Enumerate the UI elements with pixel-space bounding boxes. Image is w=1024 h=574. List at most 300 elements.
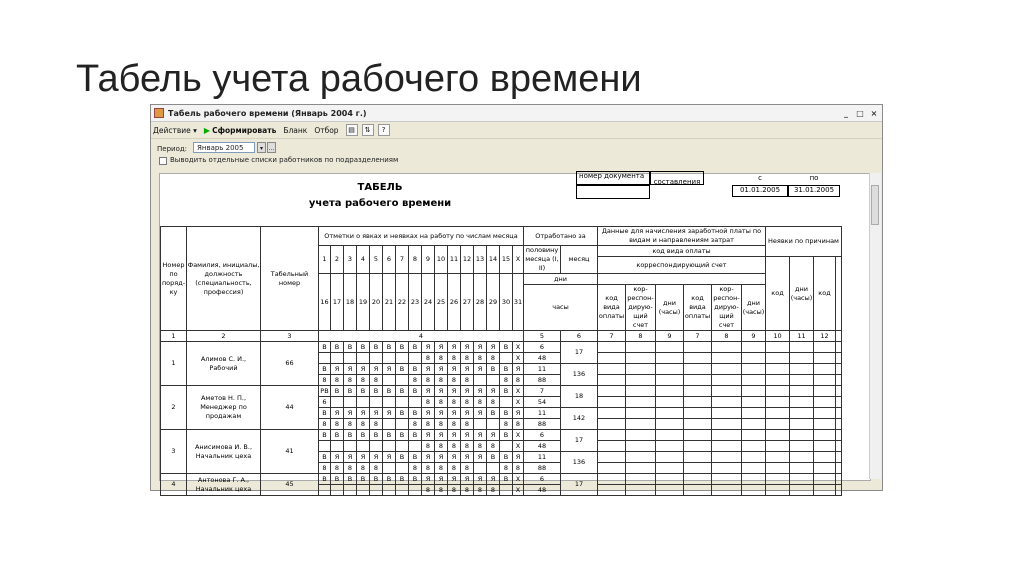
payroll-cell (742, 386, 766, 397)
mark-cell: Я (422, 364, 435, 375)
mark-cell: Я (435, 364, 448, 375)
payroll-cell (836, 474, 842, 485)
department-lists-checkbox[interactable] (159, 157, 167, 165)
payroll-cell (712, 463, 742, 474)
abs-sub-header: код (766, 257, 790, 331)
mark-cell: РВ (320, 386, 329, 395)
col-number: 6 (561, 331, 598, 342)
mark-cell: Я (461, 342, 474, 353)
payroll-cell (598, 463, 626, 474)
mark-cell: 8 (461, 419, 474, 430)
header-row (161, 227, 842, 246)
mark-cell (500, 441, 513, 452)
mark-cell (396, 441, 409, 452)
payroll-cell (656, 474, 684, 485)
mark-cell: 8 (487, 353, 500, 364)
day-header: 8 (409, 246, 422, 274)
report-subtitle: учета рабочего времени (308, 198, 452, 209)
day-header: 23 (409, 274, 422, 331)
play-icon: ▶ (203, 125, 211, 135)
mark-cell: В (500, 364, 513, 375)
payroll-cell (766, 375, 790, 386)
toolbar (151, 122, 882, 139)
mark-cell: 8 (422, 375, 435, 386)
half-month-value: 6 (524, 474, 561, 485)
mark-cell (370, 353, 383, 364)
half-month-value: 11 (524, 452, 561, 463)
mark-cell: 8 (448, 463, 461, 474)
payroll-cell (790, 474, 814, 485)
day-header: X (513, 246, 524, 274)
half-month-value: 11 (524, 408, 561, 419)
close-button[interactable]: × (870, 108, 878, 118)
payroll-cell (684, 441, 712, 452)
period-choose-button[interactable]: … (267, 142, 276, 153)
mark-cell: Я (435, 474, 448, 485)
payroll-cell (712, 430, 742, 441)
payroll-cell (626, 485, 656, 496)
mark-cell: Я (331, 364, 344, 375)
day-header: 18 (344, 274, 357, 331)
half-month-value: 88 (524, 375, 561, 386)
col-number (836, 331, 842, 342)
mark-cell: 8 (409, 419, 422, 430)
payroll-cell (712, 452, 742, 463)
payroll-cell (836, 485, 842, 496)
mark-cell (474, 375, 487, 386)
mark-cell: 8 (435, 397, 448, 408)
mark-cell: В (383, 430, 396, 441)
header-pay-code: код вида оплаты (598, 246, 766, 257)
day-header: 19 (357, 274, 370, 331)
payroll-cell (684, 364, 712, 375)
payroll-cell (684, 419, 712, 430)
mark-cell (487, 463, 500, 474)
payroll-cell (836, 452, 842, 463)
mark-cell: X (513, 342, 524, 353)
col-number: 10 (766, 331, 790, 342)
mark-cell: 8 (461, 353, 474, 364)
mark-cell: В (357, 342, 370, 353)
mark-cell: В (370, 430, 383, 441)
mark-cell (344, 397, 357, 408)
mark-cell: В (370, 386, 383, 397)
mark-cell: 8 (448, 353, 461, 364)
mark-cell: В (344, 342, 357, 353)
mark-cell: В (319, 474, 331, 485)
mark-cell (370, 485, 383, 496)
department-lists-label: Выводить отдельные списки работников по подразделениям (170, 156, 399, 164)
mark-cell: 8 (513, 463, 524, 474)
print-icon[interactable]: ▤ (346, 124, 358, 136)
day-header: 9 (422, 246, 435, 274)
mark-cell: Я (461, 386, 474, 397)
payroll-cell (712, 375, 742, 386)
mark-cell: 8 (370, 463, 383, 474)
header-name: Фамилия, инициалы, должность (специальность, профессия) (187, 227, 261, 331)
select-button[interactable]: Отбор (314, 125, 339, 135)
mark-cell: 8 (435, 375, 448, 386)
payroll-cell (836, 397, 842, 408)
vertical-scrollbar[interactable] (869, 173, 881, 479)
mark-cell: 8 (448, 375, 461, 386)
payroll-cell (712, 474, 742, 485)
day-header: 6 (383, 246, 396, 274)
mark-cell: Я (357, 364, 370, 375)
action-menu[interactable]: Действие ▾ (153, 125, 197, 135)
payroll-cell (790, 386, 814, 397)
mark-cell (319, 485, 331, 496)
minimize-button[interactable]: _ (844, 108, 848, 118)
payroll-cell (814, 485, 836, 496)
payroll-cell (598, 441, 626, 452)
mark-cell: 8 (474, 441, 487, 452)
mark-cell: Я (513, 452, 524, 463)
mark-cell: Я (487, 342, 500, 353)
payroll-cell (684, 342, 712, 353)
mark-cell: В (409, 452, 422, 463)
mark-cell: В (487, 364, 500, 375)
day-header: 26 (448, 274, 461, 331)
doc-number-value (576, 185, 650, 199)
mark-cell: В (500, 386, 513, 397)
payroll-cell (656, 364, 684, 375)
mark-cell: 8 (474, 485, 487, 496)
mark-cell (487, 419, 500, 430)
mark-cell: В (383, 474, 396, 485)
scrollbar-thumb[interactable] (871, 185, 879, 225)
mark-cell: Я (474, 452, 487, 463)
day-header: 1 (319, 246, 331, 274)
payroll-cell (598, 408, 626, 419)
month-value: 18 (561, 386, 598, 408)
mark-cell (500, 353, 513, 364)
mark-cell (383, 397, 396, 408)
mark-cell: 8 (331, 419, 344, 430)
mark-cell: Я (422, 408, 435, 419)
payroll-cell (742, 452, 766, 463)
mark-cell: 8 (474, 353, 487, 364)
payroll-cell (684, 386, 712, 397)
blank-button[interactable]: Бланк (283, 125, 308, 135)
payroll-cell (598, 485, 626, 496)
mark-cell (409, 441, 422, 452)
mark-cell (383, 463, 396, 474)
mark-cell: Я (461, 452, 474, 463)
mark-cell: Я (448, 430, 461, 441)
month-value: 136 (561, 364, 598, 386)
mark-cell: Я (487, 386, 500, 397)
mark-cell: Я (383, 452, 396, 463)
header-absences: Неявки по причинам (766, 227, 842, 257)
payroll-cell (742, 419, 766, 430)
payroll-cell (598, 342, 626, 353)
mark-cell: Я (357, 408, 370, 419)
mark-cell: X (513, 430, 524, 441)
employee-tab-number: 45 (261, 474, 319, 496)
mark-cell: Я (474, 342, 487, 353)
help-icon[interactable]: ? (378, 124, 390, 136)
payroll-cell (712, 397, 742, 408)
payroll-cell (814, 386, 836, 397)
payroll-cell (684, 430, 712, 441)
day-header: 21 (383, 274, 396, 331)
payroll-cell (790, 441, 814, 452)
maximize-button[interactable]: □ (856, 108, 864, 118)
mark-cell: 8 (448, 441, 461, 452)
mark-cell: В (331, 342, 344, 353)
mark-cell: 8 (448, 397, 461, 408)
mark-cell (396, 419, 409, 430)
day-header: 14 (487, 246, 500, 274)
mark-cell: 8 (435, 419, 448, 430)
pay-sub-header: дни (часы) (656, 285, 684, 331)
payroll-cell (656, 485, 684, 496)
mark-cell: В (319, 408, 331, 419)
mark-cell: Я (370, 452, 383, 463)
employee-name: Алимов С. И., Рабочий (187, 342, 261, 386)
half-month-value: 11 (524, 364, 561, 375)
mark-cell: 8 (422, 441, 435, 452)
payroll-cell (626, 452, 656, 463)
timesheet-window (150, 104, 883, 494)
payroll-cell (766, 474, 790, 485)
mark-cell (409, 353, 422, 364)
mark-cell: Я (487, 474, 500, 485)
mark-cell: X (513, 353, 524, 364)
mark-cell: Я (344, 408, 357, 419)
day-header: 10 (435, 246, 448, 274)
mark-cell: 8 (357, 419, 370, 430)
mark-cell: 8 (422, 353, 435, 364)
payroll-cell (656, 408, 684, 419)
mark-cell (331, 353, 344, 364)
mark-cell: 8 (409, 375, 422, 386)
payroll-cell (712, 353, 742, 364)
mark-cell: 8 (461, 485, 474, 496)
mark-cell (357, 441, 370, 452)
payroll-cell (814, 408, 836, 419)
mark-cell: В (383, 386, 396, 397)
slide-title: Табель учета рабочего времени (76, 58, 642, 100)
mark-cell: В (383, 342, 396, 353)
mark-cell (331, 441, 344, 452)
mark-cell (344, 485, 357, 496)
period-to-value: 31.01.2005 (788, 185, 840, 197)
mark-cell: Я (448, 408, 461, 419)
mark-cell: 8 (474, 397, 487, 408)
mark-cell: 8 (487, 397, 500, 408)
half-month-value: 88 (524, 419, 561, 430)
day-header: 24 (422, 274, 435, 331)
mark-cell (370, 441, 383, 452)
payroll-cell (742, 463, 766, 474)
payroll-cell (684, 375, 712, 386)
header-days: дни (524, 274, 598, 285)
mark-cell (357, 397, 370, 408)
payroll-cell (626, 474, 656, 485)
mark-cell: Я (422, 474, 435, 485)
mark-cell: Я (435, 408, 448, 419)
mark-cell (331, 485, 344, 496)
col-number: 8 (712, 331, 742, 342)
payroll-cell (656, 419, 684, 430)
payroll-cell (766, 364, 790, 375)
payroll-cell (742, 353, 766, 364)
pay-sub-header: дни (часы) (742, 285, 766, 331)
period-dropdown-button[interactable]: ▾ (257, 142, 266, 153)
mark-cell: В (409, 474, 422, 485)
payroll-cell (742, 408, 766, 419)
day-header: 31 (513, 274, 524, 331)
mark-cell: В (319, 430, 331, 441)
payroll-cell (766, 419, 790, 430)
payroll-cell (790, 485, 814, 496)
mark-cell: Я (474, 408, 487, 419)
col-number: 9 (742, 331, 766, 342)
payroll-cell (656, 386, 684, 397)
window-titlebar (151, 105, 882, 122)
payroll-cell (742, 430, 766, 441)
payroll-cell (656, 342, 684, 353)
mark-cell (357, 353, 370, 364)
col-number: 8 (626, 331, 656, 342)
day-header: 4 (357, 246, 370, 274)
half-month-value: 48 (524, 441, 561, 452)
payroll-cell (656, 463, 684, 474)
day-header: 11 (448, 246, 461, 274)
mark-cell: Я (448, 386, 461, 397)
col-number: 12 (814, 331, 836, 342)
period-select[interactable]: Январь 2005 (193, 142, 255, 153)
mark-cell (396, 463, 409, 474)
mark-cell: 8 (435, 463, 448, 474)
table-row (161, 430, 842, 441)
mark-cell: В (319, 342, 331, 353)
payroll-cell (598, 364, 626, 375)
mark-cell: Я (422, 430, 435, 441)
day-header: 28 (474, 274, 487, 331)
abs-sub-header: код (814, 257, 836, 331)
header-hours: часы (524, 285, 598, 331)
payroll-cell (790, 430, 814, 441)
pay-sub-header: код вида оплаты (598, 285, 626, 331)
mark-cell: В (409, 342, 422, 353)
employee-tab-number: 41 (261, 430, 319, 474)
payroll-cell (766, 463, 790, 474)
payroll-cell (766, 441, 790, 452)
day-header: 7 (396, 246, 409, 274)
header-payroll: Данные для начисления заработной платы по видам и направлениям затрат (598, 227, 766, 246)
payroll-cell (656, 441, 684, 452)
blank-cell (598, 274, 766, 285)
payroll-cell (712, 485, 742, 496)
mark-cell: 8 (487, 485, 500, 496)
mark-cell: В (331, 386, 344, 397)
payroll-cell (790, 375, 814, 386)
payroll-cell (836, 430, 842, 441)
mark-cell: В (487, 452, 500, 463)
payroll-cell (836, 375, 842, 386)
mark-cell: В (500, 430, 513, 441)
payroll-cell (790, 364, 814, 375)
header-marks: Отметки о явках и неявках на работу по числам месяца (319, 227, 524, 246)
mark-cell: 8 (422, 397, 435, 408)
payroll-cell (836, 342, 842, 353)
half-month-value: 6 (524, 342, 561, 353)
generate-button[interactable] (204, 126, 276, 135)
payroll-cell (656, 430, 684, 441)
mark-cell: В (396, 452, 409, 463)
mark-cell: 8 (487, 441, 500, 452)
half-month-value: 88 (524, 463, 561, 474)
mark-cell: 8 (422, 463, 435, 474)
payroll-cell (626, 397, 656, 408)
mark-cell: 8 (331, 375, 344, 386)
payroll-cell (598, 474, 626, 485)
payroll-cell (626, 419, 656, 430)
day-header: 27 (461, 274, 474, 331)
payroll-cell (684, 397, 712, 408)
payroll-cell (626, 386, 656, 397)
mark-cell: 8 (461, 463, 474, 474)
payroll-cell (790, 397, 814, 408)
mark-cell: 8 (370, 375, 383, 386)
day-header: 29 (487, 274, 500, 331)
mark-cell: В (487, 408, 500, 419)
mark-cell: Я (448, 452, 461, 463)
arrows-icon[interactable]: ⇅ (362, 124, 374, 136)
mark-cell: В (409, 430, 422, 441)
payroll-cell (790, 408, 814, 419)
mark-cell: Я (448, 474, 461, 485)
mark-cell: В (357, 386, 370, 397)
payroll-cell (814, 397, 836, 408)
mark-cell (474, 419, 487, 430)
mark-cell: Я (461, 364, 474, 375)
mark-cell: Я (474, 386, 487, 397)
report-sheet (159, 172, 871, 494)
col-number: 4 (319, 331, 524, 342)
payroll-cell (814, 419, 836, 430)
employee-num: 2 (161, 386, 187, 430)
mark-cell: X (513, 386, 524, 397)
mark-cell: 8 (319, 463, 331, 474)
payroll-cell (598, 452, 626, 463)
mark-cell: Я (422, 452, 435, 463)
mark-cell: 8 (409, 463, 422, 474)
payroll-cell (742, 375, 766, 386)
employee-num: 1 (161, 342, 187, 386)
app-icon (154, 108, 164, 118)
mark-cell: 8 (435, 485, 448, 496)
payroll-cell (684, 452, 712, 463)
mark-cell: В (370, 474, 383, 485)
payroll-cell (836, 364, 842, 375)
col-number: 1 (161, 331, 187, 342)
mark-cell: В (344, 430, 357, 441)
mark-cell: Я (435, 386, 448, 397)
payroll-cell (814, 441, 836, 452)
mark-cell: В (357, 474, 370, 485)
payroll-cell (814, 342, 836, 353)
payroll-cell (626, 375, 656, 386)
payroll-cell (766, 408, 790, 419)
col-number: 5 (524, 331, 561, 342)
mark-cell: 8 (513, 375, 524, 386)
payroll-cell (712, 408, 742, 419)
mark-cell: В (357, 430, 370, 441)
